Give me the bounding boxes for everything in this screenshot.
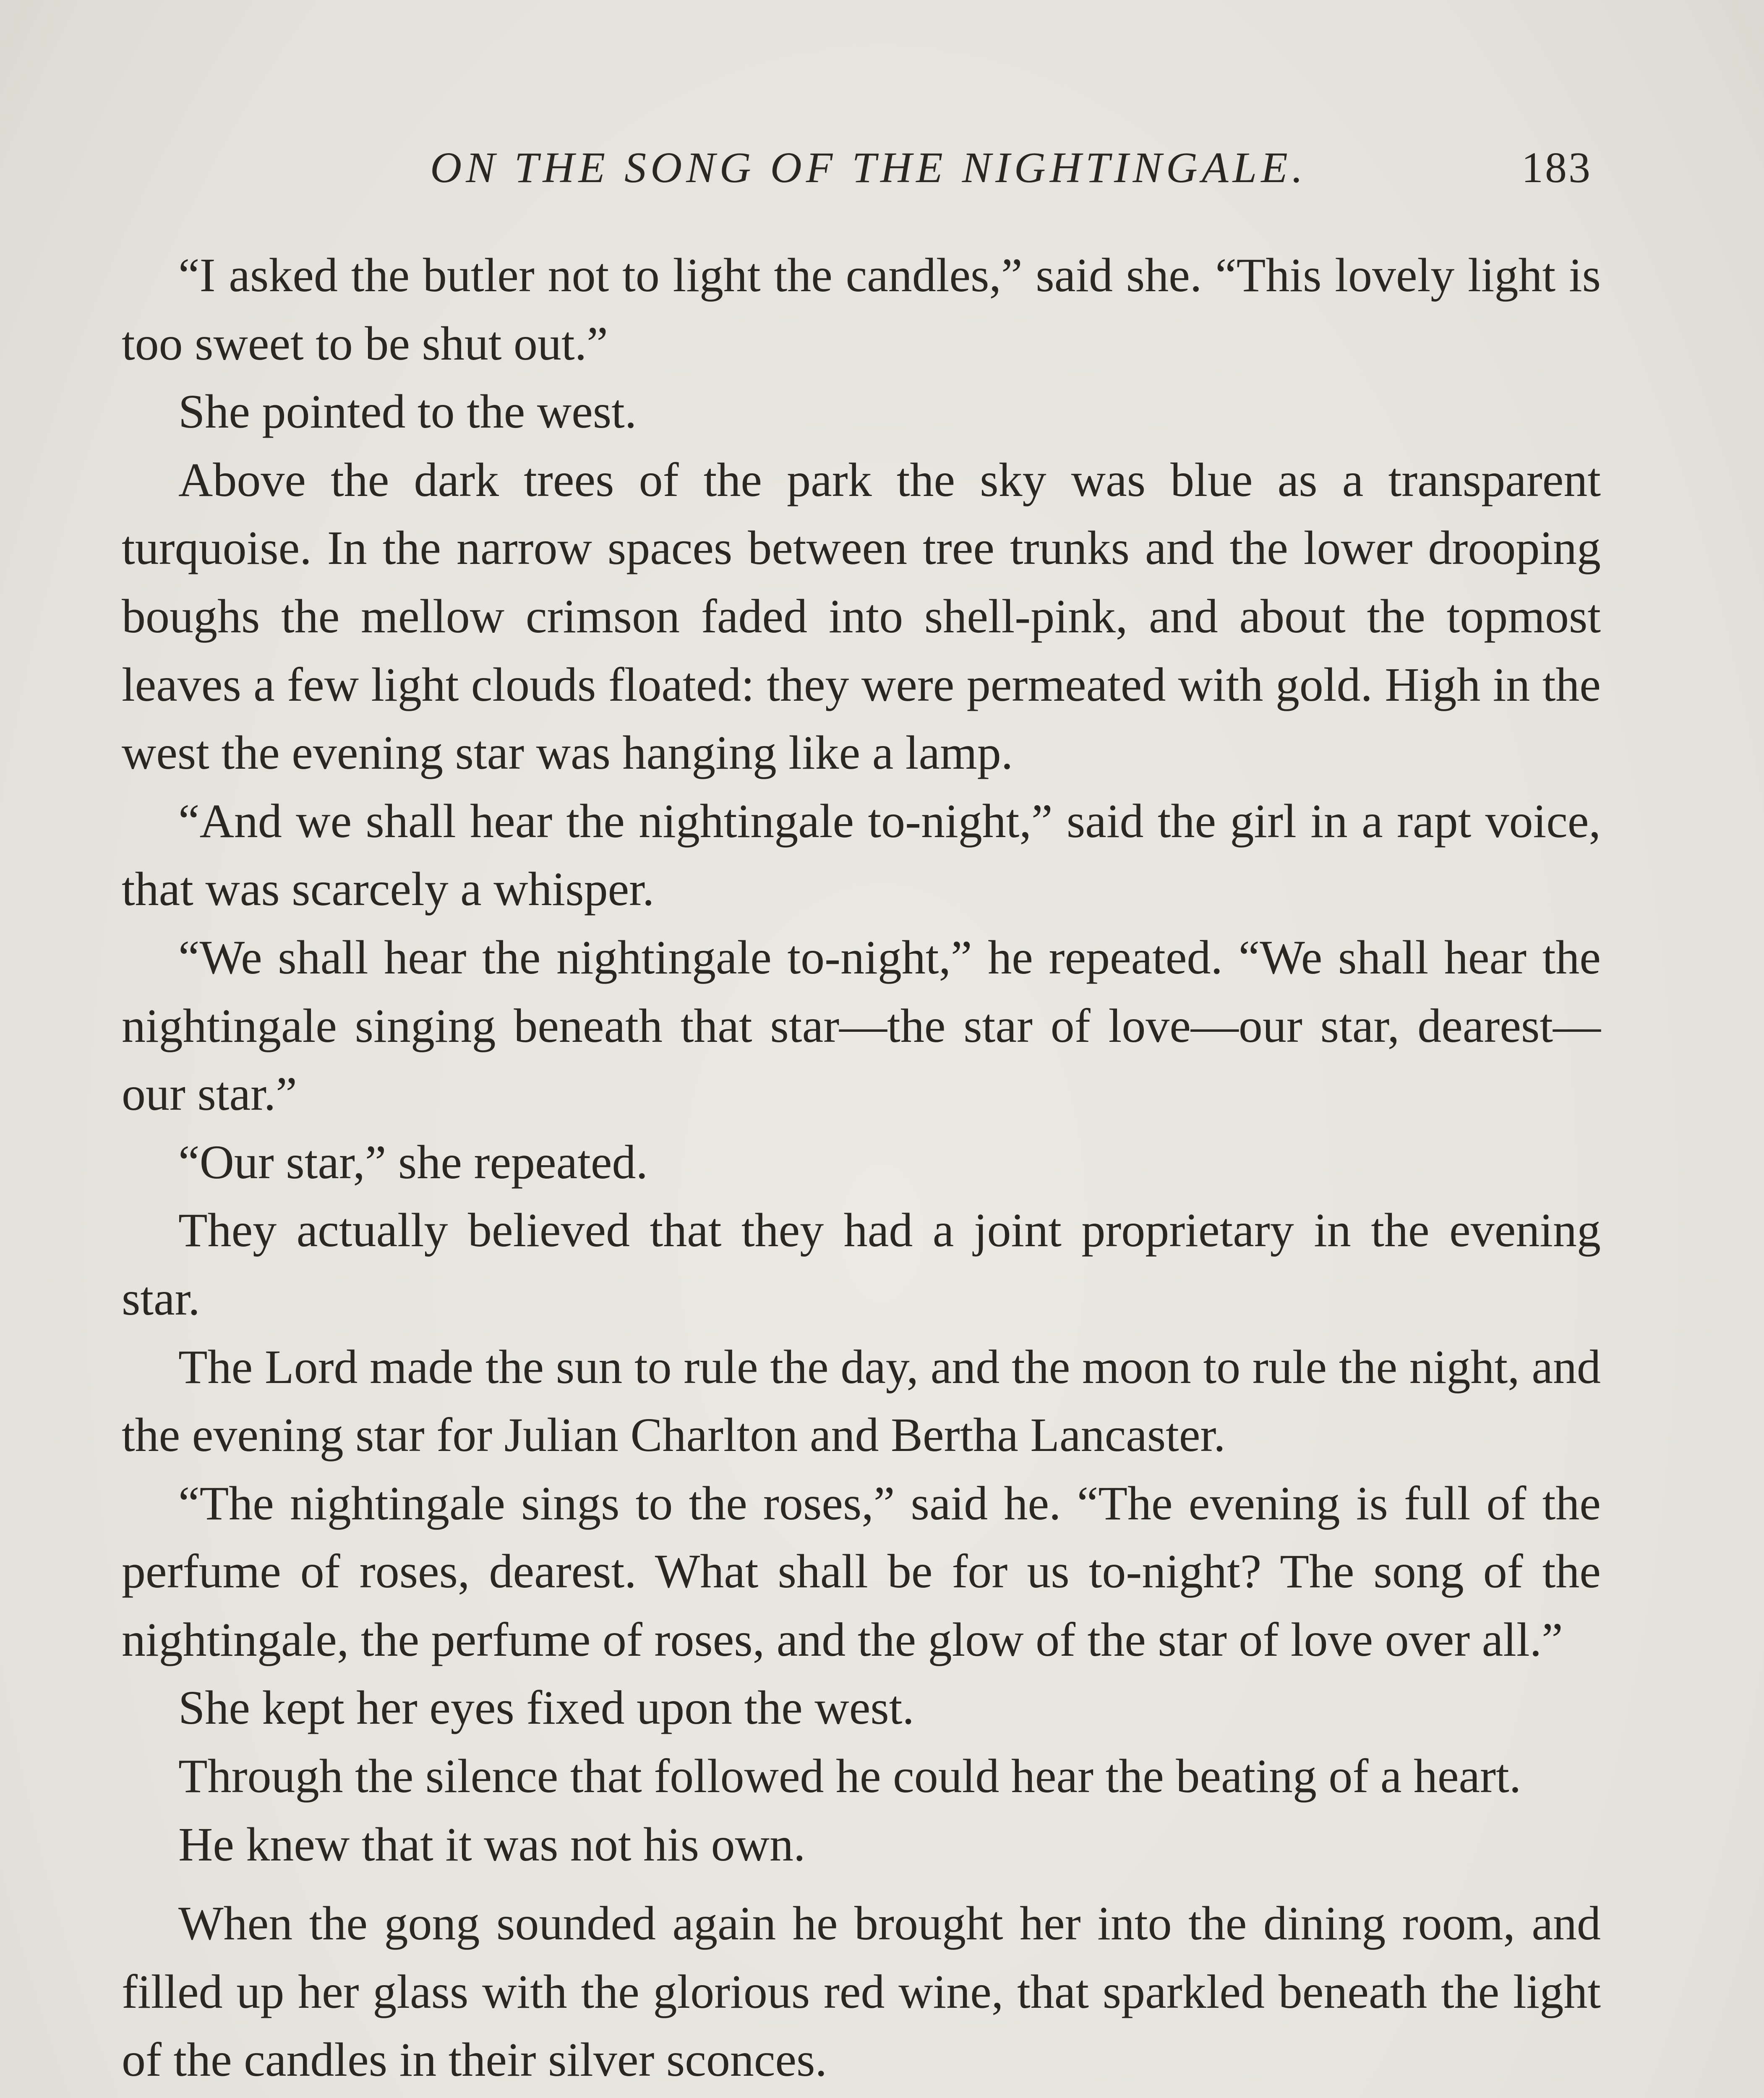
- paragraph: Through the silence that followed he could hear the beating of a heart.: [178, 1749, 1521, 1803]
- page-number: 183: [1521, 144, 1592, 192]
- paragraph: “I asked the butler not to light the candles,” said she. “This lovely light is too sweet to be shut out.”: [122, 248, 1601, 370]
- paragraph: “The nightingale sings to the roses,” said he. “The evening is full of the perfume of roses, dearest. What shall be for us to-night? The song of the nightingale, the perfume of roses, and the glow of the star of love over all.”: [122, 1476, 1601, 1666]
- paragraph: The Lord made the sun to rule the day, and the moon to rule the night, and the evening star for Julian Charlton and Bertha Lancaster.: [122, 1340, 1601, 1462]
- paragraph: He knew that it was not his own.: [178, 1817, 806, 1871]
- paragraph: “And we shall hear the nightingale to-night,” said the girl in a rapt voice, that was scarcely a whisper.: [122, 794, 1601, 916]
- paragraph: They actually believed that they had a joint proprietary in the evening star.: [122, 1203, 1601, 1325]
- paragraph: She kept her eyes fixed upon the west.: [178, 1681, 914, 1735]
- paragraph: “Our star,” she repeated.: [178, 1135, 648, 1189]
- body-text: [122, 241, 1601, 2098]
- paragraph: Above the dark trees of the park the sky was blue as a transparent turquoise. In the narrow spaces between tree trunks and the lower drooping boughs the mellow crimson faded into shell-pink, and about the topmost leaves a few light clouds floated: they were permeated with gold. High in the west the evening star was hanging like a lamp.: [122, 453, 1601, 780]
- running-title: ON THE SONG OF THE NIGHTINGALE.: [430, 144, 1307, 192]
- paragraph: She pointed to the west.: [178, 385, 637, 438]
- paragraph: When the gong sounded again he brought her into the dining room, and filled up her glass with the glorious red wine, that sparkled beneath the light of the candles in their silver sconces.: [122, 1897, 1601, 2087]
- paragraph: “We shall hear the nightingale to-night,” he repeated. “We shall hear the nightingale singing beneath that star—the star of love—our star, dearest—our star.”: [122, 930, 1601, 1121]
